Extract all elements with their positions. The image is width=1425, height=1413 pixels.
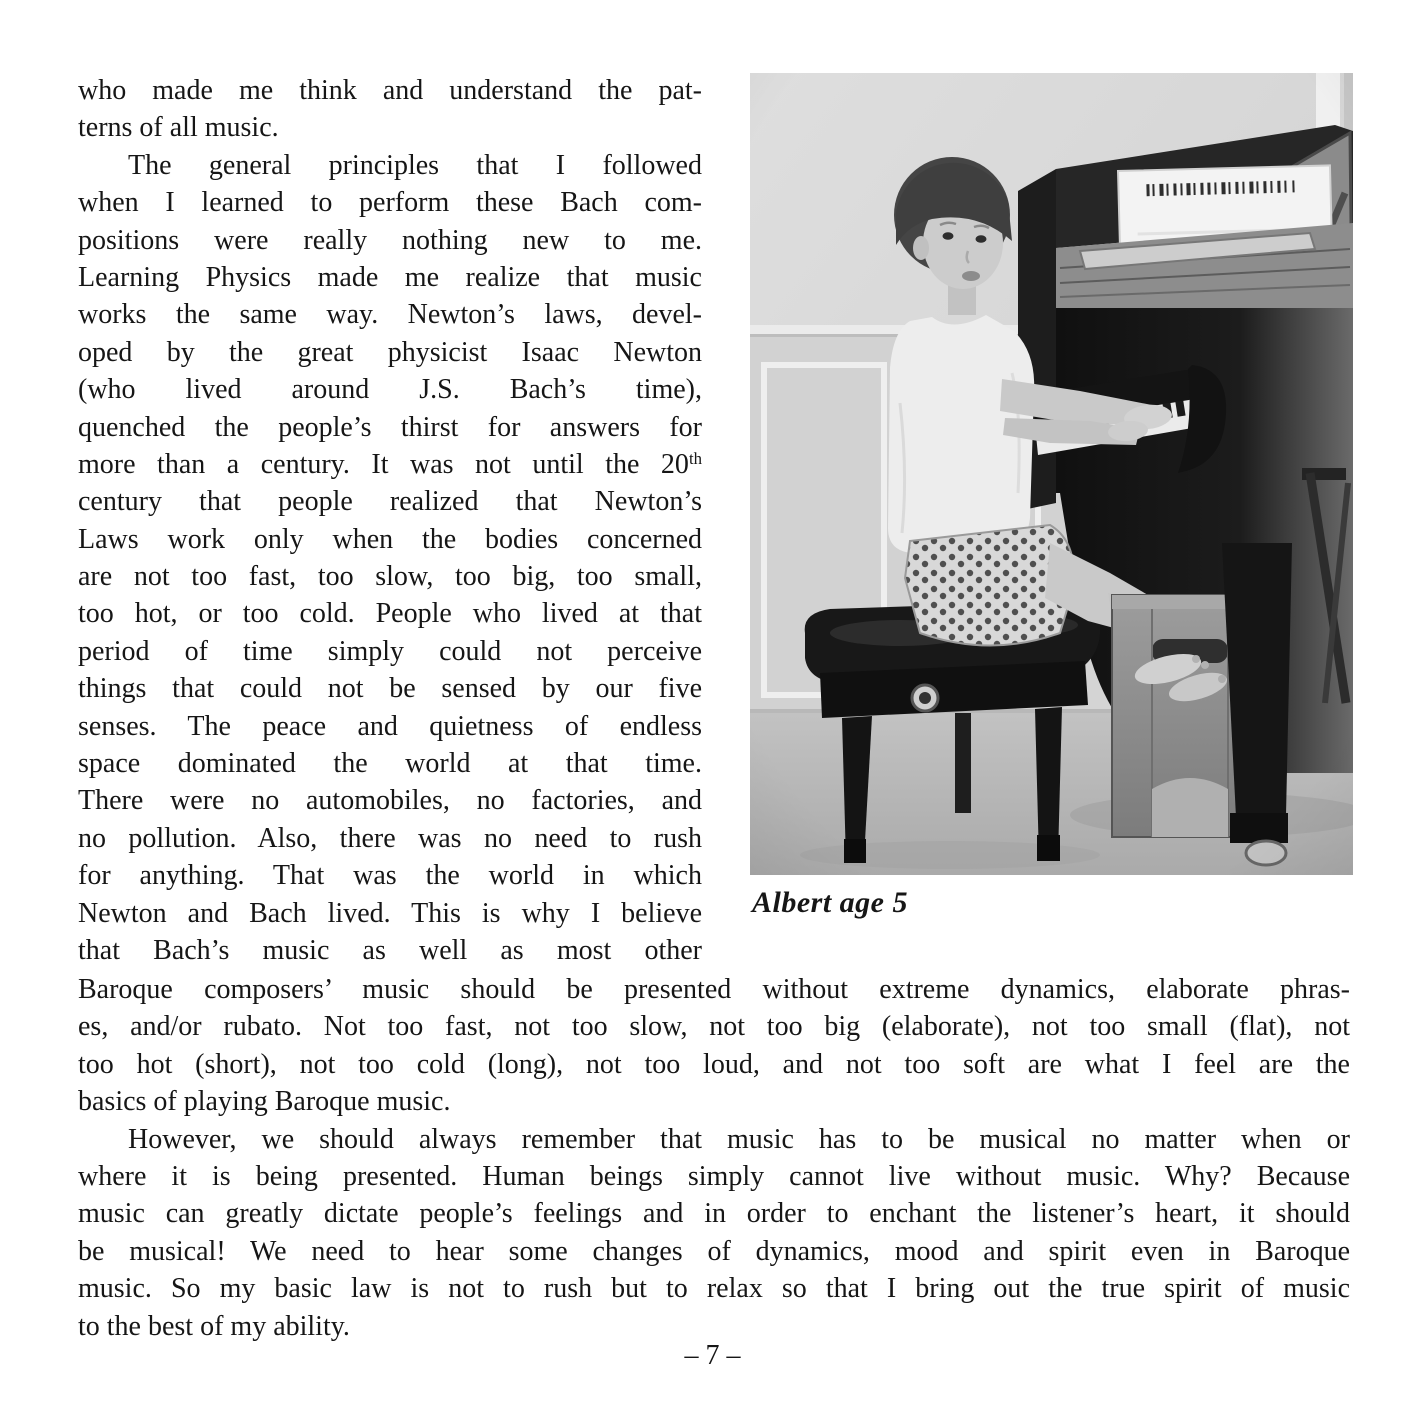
text-line: oped by the great physicist Isaac Newton bbox=[78, 336, 702, 368]
text-line: There were no automobiles, no factories, and bbox=[78, 785, 702, 817]
text-line: music can greatly dictate people’s feelings and in order to enchant the listener’s heart, it should bbox=[78, 1198, 1350, 1230]
text-line: es, and/or rubato. Not too fast, not too slow, not too big (elaborate), not too small (flat), not bbox=[78, 1011, 1350, 1043]
text-line: things that could not be sensed by our five bbox=[78, 673, 702, 705]
text-line: when I learned to perform these Bach com- bbox=[78, 187, 702, 219]
text-line: are not too fast, too slow, too big, too small, bbox=[78, 561, 702, 593]
text-line: be musical! We need to hear some changes of dynamics, mood and spirit even in Baroque bbox=[78, 1235, 1350, 1267]
text-line: century that people realized that Newton’s bbox=[78, 486, 702, 518]
text-line: (who lived around J.S. Bach’s time), bbox=[78, 374, 702, 406]
text-line: where it is being presented. Human beings simply cannot live without music. Why? Because bbox=[78, 1160, 1350, 1192]
text-line: Laws work only when the bodies concerned bbox=[78, 523, 702, 555]
text-line: terns of all music. bbox=[78, 112, 279, 144]
text-line: basics of playing Baroque music. bbox=[78, 1086, 451, 1118]
text-line: to the best of my ability. bbox=[78, 1310, 350, 1342]
text-line: who made me think and understand the pat- bbox=[78, 75, 702, 106]
text-line: period of time simply could not perceive bbox=[78, 635, 702, 667]
full-width-text-column bbox=[78, 971, 1350, 1345]
text-line: works the same way. Newton’s laws, devel- bbox=[78, 299, 702, 331]
text-line: positions were really nothing new to me. bbox=[78, 224, 702, 256]
photo-caption: Albert age 5 bbox=[752, 886, 908, 919]
text-line: too hot, or too cold. People who lived at that bbox=[78, 598, 702, 630]
text-line: The general principles that I followed bbox=[128, 149, 702, 181]
text-line: Newton and Bach lived. This is why I believe bbox=[78, 897, 702, 929]
page-number: – 7 – bbox=[684, 1340, 741, 1371]
left-text-column bbox=[78, 72, 702, 969]
text-line: for anything. That was the world in which bbox=[78, 860, 702, 892]
text-line: no pollution. Also, there was no need to rush bbox=[78, 822, 702, 854]
text-line: more than a century. It was not until the 20th bbox=[78, 448, 702, 480]
text-line: Baroque composers’ music should be presented without extreme dynamics, elaborate phras- bbox=[78, 974, 1350, 1005]
text-line: quenched the people’s thirst for answers for bbox=[78, 411, 702, 443]
text-line: senses. The peace and quietness of endless bbox=[78, 710, 702, 742]
text-line: that Bach’s music as well as most other bbox=[78, 934, 702, 966]
text-line: too hot (short), not too cold (long), not too loud, and not too soft are what I feel are the bbox=[78, 1048, 1350, 1080]
photo-vignette bbox=[750, 73, 1353, 875]
piano-photo-illustration bbox=[750, 73, 1353, 875]
photo-albert-at-piano bbox=[750, 73, 1353, 875]
text-line: music. So my basic law is not to rush but to relax so that I bring out the true spirit of music bbox=[78, 1273, 1350, 1305]
text-line: space dominated the world at that time. bbox=[78, 748, 702, 780]
text-line: However, we should always remember that music has to be musical no matter when or bbox=[128, 1123, 1350, 1155]
text-line: Learning Physics made me realize that music bbox=[78, 261, 702, 293]
